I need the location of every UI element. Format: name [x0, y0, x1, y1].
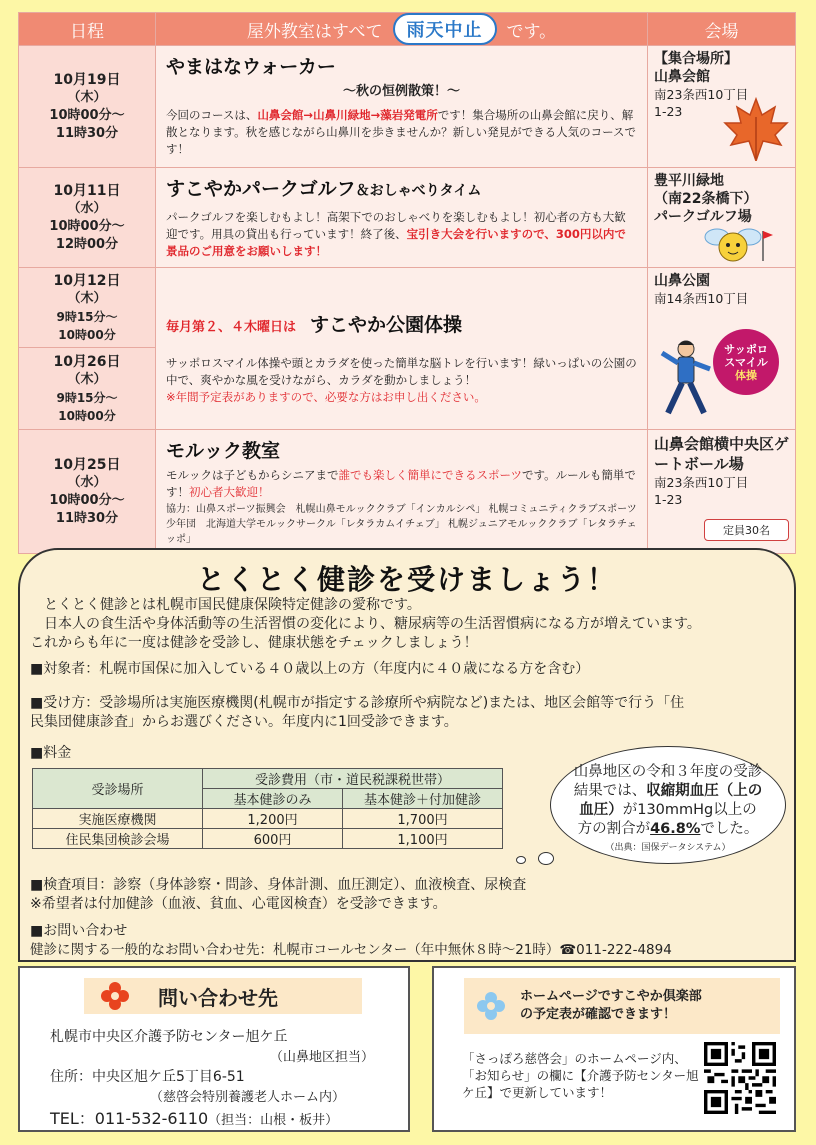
header-content: [156, 13, 648, 46]
event-date: 10月11日 （水） 10時00分～ 12時00分: [19, 168, 156, 268]
contact-area: （山鼻地区担当）: [270, 1050, 375, 1065]
event-title: モルック教室: [166, 440, 281, 462]
event-row-exercise: [19, 268, 796, 348]
event-title: すこやかパークゴルフ＆おしゃべりタイム: [166, 178, 482, 200]
event-desc: モルックは子どもからシニアまで誰でも楽しく簡単にできるスポーツです。ルールも簡単です！初心者大歓迎！: [166, 468, 636, 499]
kenshin-how: ■受け方：受診場所は実施医療機関(札幌市が指定する診療所や病院など)または、地区会館等で行う「住 民集団健康診査」からお選びください。年度内に1回受診できます。: [30, 695, 685, 730]
contact-title: 問い合わせ先: [158, 985, 278, 1010]
kenshin-fee-label: ■料金: [30, 745, 72, 761]
event-desc: 今回のコースは、山鼻会館→山鼻川緑地→藻岩発電所です！集合場所の山鼻会館に戻り、解散となります。秋を感じながら山鼻川を歩きませんか？新しい発見ができる人気のコースです！: [166, 108, 636, 156]
flower-icon: [100, 981, 130, 1011]
fee-table: [32, 768, 503, 849]
sapporo-smile-logo: サッポロ スマイル 体操: [713, 329, 779, 395]
kenshin-intro: とくとく健診とは札幌市国民健康保険特定健診の愛称です。 日本人の食生活や身体活動等の生活習慣の変化により、糖尿病等の生活習慣病になる方が増えています。 これからも年に一度は健診を受診し、健康状態をチェックしましょう！: [30, 597, 701, 651]
stretching-person-icon: [656, 339, 714, 419]
header-venue: 会場: [648, 13, 796, 46]
schedule-table: [18, 12, 796, 554]
event-venue: 【集合場所】 山鼻会館 南23条西10丁目 1-23: [648, 46, 796, 168]
contact-addr: 住所：中央区旭ケ丘5丁目6-51: [50, 1069, 245, 1085]
kenshin-inquiry: ■お問い合わせ 健診に関する一般的なお問い合わせ先：札幌市コールセンター（年中無休８時～21時）☎011-222-4894: [30, 923, 672, 958]
capacity-badge: 定員30名: [704, 519, 789, 541]
homepage-header: [464, 978, 780, 1034]
event-date-2: 10月26日 （木） 9時15分～ 10時00分: [19, 348, 156, 430]
table-row: 住民集団検診会場 600円 1,100円: [33, 829, 503, 849]
event-desc: パークゴルフを楽しむもよし！高架下でのおしゃべりを楽しむもよし！初心者の方も大歓迎です。用具の貸出も行っています！終了後、宝引き大会を行いますので、300円以内で景品のご用意をお願いします！: [166, 210, 626, 258]
event-body: [156, 430, 648, 554]
event-desc: サッポロスマイル体操や頭とカラダを使った簡単な脳トレを行います！緑いっぱいの公園の中で、爽やかな風を受けながら、カラダを動かしましょう！ ※年間予定表がありますので、必要な方はお申し出ください。: [166, 356, 637, 404]
contact-addr-sub: （慈啓会特別養護老人ホーム内）: [150, 1090, 346, 1105]
event-row-walker: [19, 46, 796, 168]
event-date: 10月19日 （木） 10時00分～ 11時30分: [19, 46, 156, 168]
bubble-dot: [516, 856, 526, 864]
homepage-title: ホームページですこやか倶楽部 の予定表が確認できます！: [520, 989, 702, 1022]
event-heading: 毎月第２、４木曜日は すこやか公園体操: [166, 314, 463, 336]
event-credit: 協力：山鼻スポーツ振興会 札幌山鼻モルッククラブ「インカルシペ」 札幌コミュニティクラブスポーツ 少年団 北海道大学モルックサークル「レタラカムイチェブ」 札幌ジュニアモルッククラブ「レタラチェッポ」: [166, 504, 637, 545]
fee-col-place: 受診場所: [33, 769, 203, 809]
header-date: 日程: [19, 13, 156, 46]
event-body: [156, 268, 648, 430]
contact-org: 札幌市中央区介護予防センター旭ケ丘: [50, 1029, 288, 1045]
event-body: [156, 168, 648, 268]
flower-icon: [476, 991, 506, 1021]
event-date: 10月12日 （木） 9時15分～ 10時00分: [19, 268, 156, 348]
event-row-molkky: [19, 430, 796, 554]
header-pre: 屋外教室はすべて: [246, 21, 383, 42]
result-speech-bubble: 山鼻地区の令和３年度の受診 結果では、収縮期血圧（上の 血圧）が130mmHg以上の 方の割合が46.8%でした。 （出典：国保データシステム）: [550, 746, 786, 864]
kenshin-panel: [18, 548, 796, 962]
contact-box: [18, 966, 410, 1132]
homepage-text[interactable]: 「さっぽろ慈啓会」のホームページ内、「お知らせ」の欄に【介護予防センター旭ケ丘】で更新しています！: [462, 1051, 699, 1100]
event-venue: 山鼻公園 南14条西10丁目 サッポロ スマイル 体操: [648, 268, 796, 430]
kenshin-title: とくとく健診を受けましょう！: [196, 563, 617, 596]
event-body: [156, 46, 648, 168]
schedule-header-row: [19, 13, 796, 46]
header-post: です。: [506, 21, 557, 42]
event-title: やまはなウォーカー: [166, 56, 336, 78]
rain-cancel-badge: 雨天中止: [393, 13, 497, 45]
fee-col-cost: 受診費用（市・道民税課税世帯）: [203, 769, 503, 789]
table-row: 実施医療機関 1,200円 1,700円: [33, 809, 503, 829]
contact-tel: TEL：011-532-6110（担当：山根・板井）: [50, 1109, 339, 1128]
event-venue: 山鼻会館横中央区ゲートボール場 南23条西10丁目 1-23 定員30名: [648, 430, 796, 554]
fee-col-basic: 基本健診のみ: [203, 789, 343, 809]
homepage-box: [432, 966, 796, 1132]
bubble-dot: [538, 852, 554, 865]
kenshin-target: ■対象者：札幌市国保に加入している４０歳以上の方（年度内に４０歳になる方を含む）: [30, 661, 590, 677]
fee-col-plus: 基本健診＋付加健診: [343, 789, 503, 809]
event-date: 10月25日 （水） 10時00分～ 11時30分: [19, 430, 156, 554]
event-row-parkgolf: [19, 168, 796, 268]
qr-code-icon[interactable]: [704, 1042, 776, 1114]
kenshin-items: ■検査項目：診察（身体診察・問診、身体計測、血圧測定）、血液検査、尿検査 ※希望者は付加健診（血液、貧血、心電図検査）を受診できます。: [30, 877, 527, 912]
contact-header: [84, 978, 362, 1014]
maple-leaf-icon: [723, 97, 789, 161]
bee-mascot-icon: [699, 223, 775, 263]
event-subtitle: ～秋の恒例散策！～: [342, 84, 460, 99]
event-venue: 豊平川緑地 （南22条橋下） パークゴルフ場: [648, 168, 796, 268]
